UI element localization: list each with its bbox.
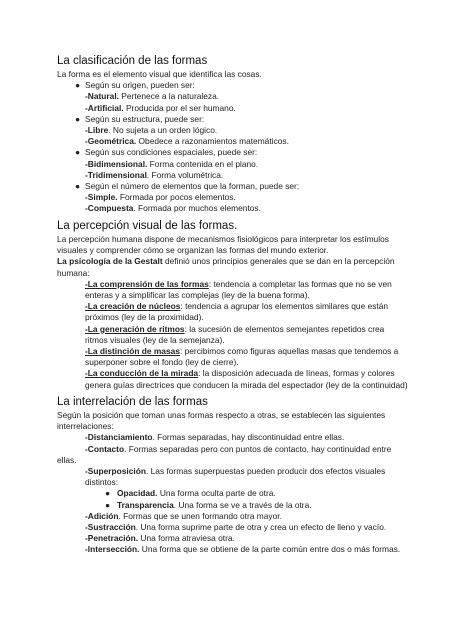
section-title: La clasificación de las formas	[57, 55, 208, 67]
bullet-icon: ●	[75, 80, 81, 91]
bullet-estructura: ● Según su estructura, puede ser:	[75, 113, 205, 124]
list-item: -La creación de núcleos: tendencia a agrupar los elementos similares que están próximos (ley de la proximidad).	[85, 301, 389, 323]
list-item: -La comprensión de las formas: tendencia a completar las formas que no se ven enteras y a simplificar las complejas (ley de la buena forma).	[85, 278, 392, 301]
section-title: La percepción visual de las formas.	[57, 220, 238, 232]
list-item: -Libre. No sujeta a un orden lógico.	[85, 125, 218, 136]
bullet-icon: ●	[105, 488, 111, 499]
list-item: -Simple. Formada por pocos elementos.	[85, 192, 236, 203]
list-item: -Compuesta. Formada por muchos elementos.	[85, 203, 261, 214]
bullet-origen: ● Según su origen, pueden ser:	[75, 80, 195, 91]
section-clasificacion	[57, 54, 427, 215]
list-item: -Natural. Pertenece a la naturaleza.	[85, 91, 220, 102]
list-item: -Contacto. Formas separadas pero con puntos de contacto, hay continuidad entre	[85, 443, 392, 454]
list-item: -Superposición. Las formas superpuestas pueden producir dos efectos visuales distintos:	[85, 466, 386, 488]
sub-list-item: ● Opacidad. Una forma oculta parte de otra.	[105, 488, 276, 499]
bullet-icon: ●	[75, 113, 81, 124]
list-item: -Tridimensional. Forma volumétrica.	[85, 169, 224, 180]
continuation-text: ellas.	[57, 454, 77, 465]
list-item: -Intersección. Una forma que se obtiene de la parte común entre dos o más formas.	[85, 544, 401, 555]
paragraph: La percepción humana dispone de mecanismos fisiológicos para interpretar los estímulos visuales y comprender cómo se organizan las formas del mundo exterior.	[57, 234, 389, 256]
sub-list-item: ● Transparencia. Una forma se ve a través de la otra.	[105, 499, 312, 510]
bullet-numero: ● Según el número de elementos que la forman, puede ser:	[75, 181, 300, 192]
section-title: La interrelación de las formas	[57, 396, 208, 408]
bullet-icon: ●	[75, 181, 81, 192]
list-item: -La distinción de masas: percibimos como figuras aquellas masas que tendemos a superponer sobre el fondo (ley de cierre).	[85, 346, 399, 368]
intro-text: Según la posición que toman unas formas respecto a otras, se establecen las siguientes interrelaciones:	[57, 410, 386, 432]
section-interrelacion	[57, 395, 427, 556]
list-item: -Adición. Formas que se unen formando otra mayor.	[85, 510, 282, 521]
list-item: -Artificial. Producida por el ser humano.	[85, 102, 236, 113]
list-item: -Sustracción. Una forma suprime parte de otra y crea un efecto de lleno y vacío.	[85, 522, 387, 533]
bullet-espaciales: ● Según sus condiciones espaciales, puede ser:	[75, 147, 258, 158]
intro-text: La forma es el elemento visual que identifica las cosas.	[57, 69, 262, 79]
list-item: -Distanciamiento. Formas separadas, hay discontinuidad entre ellas.	[85, 432, 345, 443]
section-percepcion	[57, 219, 427, 391]
paragraph: La psicología de la Gestalt definió unos principios generales que se dan en la percepción humana:	[57, 256, 395, 278]
list-item: -La generación de ritmos: la sucesión de elementos semejantes repetidos crea ritmos visuales (ley de la semejanza).	[85, 323, 385, 345]
list-item: -La conducción de la mirada: la disposición adecuada de líneas, formas y colores genera guías directrices que conducen la mirada del espectador (ley de la continuidad)	[85, 368, 408, 390]
list-item: -Penetración. Una forma atraviesa otra.	[85, 533, 235, 544]
list-item: -Bidimensional. Forma contenida en el plano.	[85, 158, 259, 169]
list-item: -Geométrica. Obedece a razonamientos matemáticos.	[85, 136, 289, 147]
bullet-icon: ●	[75, 147, 81, 158]
bullet-icon: ●	[105, 499, 111, 510]
